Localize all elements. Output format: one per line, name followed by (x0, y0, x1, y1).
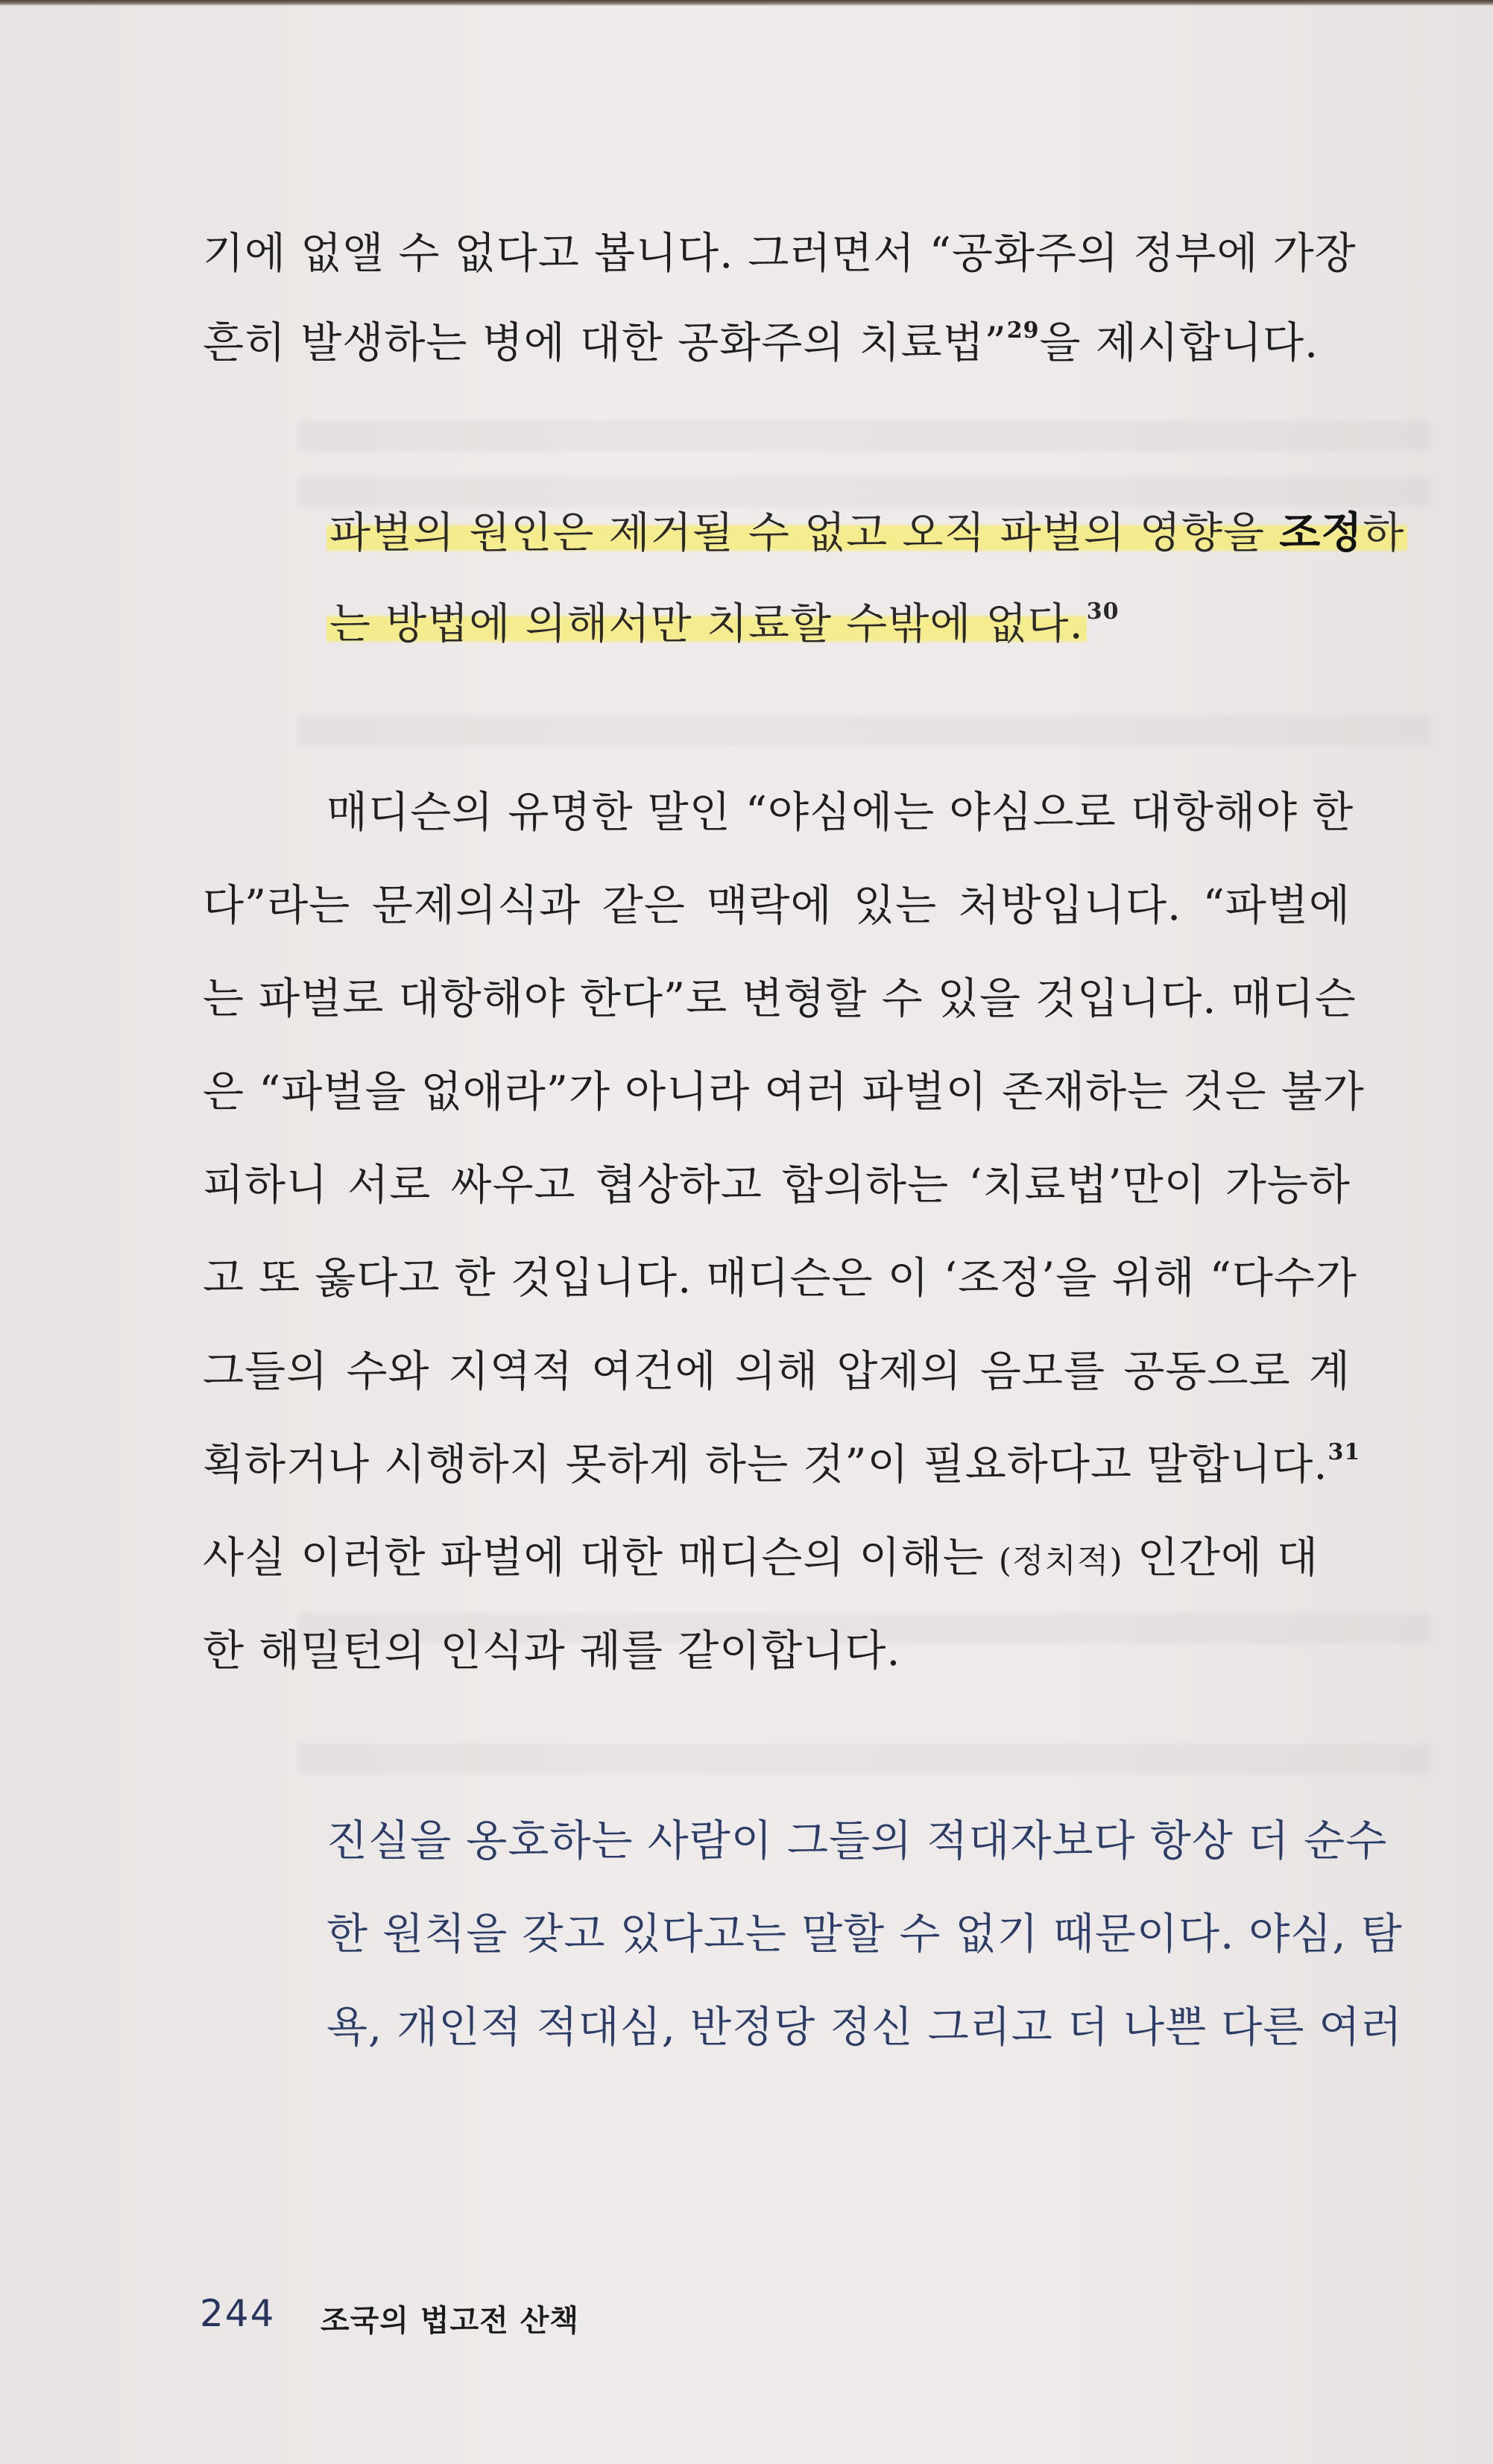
body-text-fragment: 획하거나 시행하지 못하게 하는 것”이 필요하다고 말합니다. (203, 1440, 1328, 1489)
body-text-line (203, 1435, 1361, 1494)
body-text-fragment: 을 제시합니다. (1039, 318, 1319, 367)
show-through-line (298, 1744, 1431, 1774)
body-text-line: 는 파벌로 대항해야 한다”로 변형할 수 있을 것입니다. 매디슨 (203, 974, 1357, 1023)
quote-fragment: 하 (1363, 508, 1405, 557)
footnote-marker: 29 (1006, 318, 1040, 344)
running-footer-title: 조국의 법고전 산책 (321, 2303, 579, 2338)
page-number: 244 (200, 2292, 276, 2335)
parenthetical-small: (정치적) (998, 1542, 1123, 1580)
quote-fragment: 파벌의 원인은 제거될 수 없고 오직 파벌의 영향을 (329, 508, 1280, 557)
show-through-line (298, 715, 1431, 745)
body-text-line: 기에 없앨 수 없다고 봅니다. 그러면서 “공화주의 정부에 가장 (203, 229, 1357, 278)
body-text-fragment: 흔히 발생하는 병에 대한 공화주의 치료법” (203, 318, 1007, 367)
body-text-line: 다”라는 문제의식과 같은 맥락에 있는 처방입니다. “파벌에 (203, 881, 1351, 930)
body-text-line: 그들의 수와 지역적 여건에 의해 압제의 음모를 공동으로 계 (203, 1347, 1351, 1396)
quote-line: 진실을 옹호하는 사람이 그들의 적대자보다 항상 더 순수 (326, 1816, 1388, 1866)
body-text-line: 매디슨의 유명한 말인 “야심에는 야심으로 대항해야 한 (326, 788, 1354, 837)
footnote-marker: 30 (1086, 598, 1120, 625)
show-through-line (298, 477, 1431, 507)
body-text-line: 한 해밀턴의 인식과 궤를 같이합니다. (203, 1626, 901, 1675)
highlighted-text (326, 508, 1407, 557)
quote-line-highlighted (326, 503, 1405, 563)
body-text-line (203, 313, 1351, 373)
page-top-edge (0, 0, 1493, 6)
quote-line: 욕, 개인적 적대심, 반정당 정신 그리고 더 나쁜 다른 여러 (326, 2003, 1403, 2052)
body-text-line: 피하니 서로 싸우고 협상하고 합의하는 ‘치료법’만이 가능하 (203, 1160, 1351, 1210)
body-text-line: 고 또 옳다고 한 것입니다. 매디슨은 이 ‘조정’을 위해 “다수가 (203, 1254, 1357, 1303)
bold-term: 조정 (1279, 508, 1363, 557)
highlighted-text: 는 방법에 의해서만 치료할 수밖에 없다. (326, 599, 1087, 648)
body-text-line: 은 “파벌을 없애라”가 아니라 여러 파벌이 존재하는 것은 불가 (203, 1067, 1365, 1116)
quote-line-highlighted (326, 594, 1351, 654)
body-text-fragment: 인간에 대 (1123, 1533, 1319, 1582)
body-text-line (203, 1528, 1351, 1588)
footnote-marker: 31 (1328, 1439, 1361, 1465)
quote-line: 한 원칙을 갖고 있다고는 말할 수 없기 때문이다. 야심, 탐 (326, 1909, 1403, 1959)
show-through-line (298, 421, 1431, 451)
body-text-fragment: 사실 이러한 파벌에 대한 매디슨의 이해는 (203, 1533, 999, 1582)
